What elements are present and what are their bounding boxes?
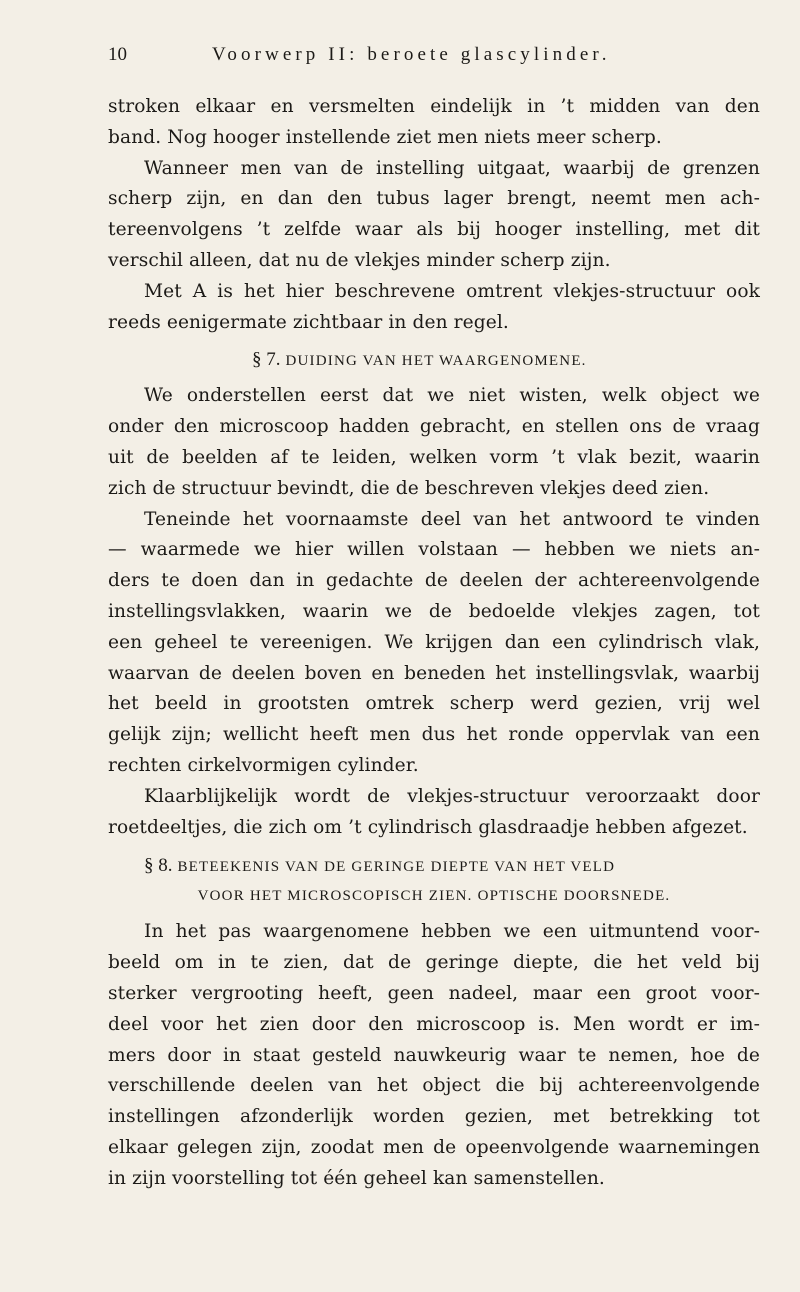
text-line: een geheel te vereenigen. We krijgen dan een cylindrisch vlak,: [108, 631, 760, 653]
section-title: DUIDING VAN HET WAARGENOMENE.: [285, 353, 587, 370]
paragraph: [108, 381, 760, 504]
text-line: Met A is het hier beschrevene omtrent vlekjes-structuur ook: [144, 280, 760, 302]
section-title-line-2: VOOR HET MICROSCOPISCH ZIEN. OPTISCHE DOORSNEDE.: [197, 888, 671, 905]
text-line: Wanneer men van de instelling uitgaat, waarbij de grenzen: [144, 157, 760, 179]
page-header: [108, 44, 760, 80]
text-line: ders te doen dan in gedachte de deelen der achtereenvolgende: [108, 570, 760, 592]
text-line: onder den microscoop hadden gebracht, en stellen ons de vraag: [108, 416, 760, 438]
running-head: Voorwerp II: beroete glascylinder.: [212, 44, 611, 65]
text-line: Teneinde het voornaamste deel van het antwoord te vinden: [144, 508, 760, 530]
paragraph: [108, 277, 760, 339]
text-line: sterker vergrooting heeft, geen nadeel, maar een groot voor-: [108, 982, 760, 1004]
section-number: § 7.: [252, 349, 281, 371]
text-line: verschil alleen, dat nu de vlekjes minder scherp zijn.: [108, 249, 611, 271]
text-line: waarvan de deelen boven en beneden het instellingsvlak, waarbij: [108, 662, 760, 684]
book-page: [108, 44, 760, 1195]
text-line: mers door in staat gesteld nauwkeurig waar te nemen, hoe de: [108, 1044, 760, 1066]
paragraph: [108, 505, 760, 782]
paragraph: [108, 917, 760, 1194]
text-line: beeld om in te zien, dat de geringe diepte, die het veld bij: [108, 952, 760, 974]
text-line: Klaarblijkelijk wordt de vlekjes-structuur veroorzaakt door: [144, 785, 760, 807]
section-heading: [108, 345, 760, 375]
text-line: In het pas waargenomene hebben we een uitmuntend voor-: [144, 921, 760, 943]
text-line: We onderstellen eerst dat we niet wisten, welk object we: [144, 385, 760, 407]
text-line: tereenvolgens ’t zelfde waar als bij hooger instelling, met dit: [108, 219, 760, 241]
text-line: uit de beelden af te leiden, welken vorm ’t vlak bezit, waarin: [108, 446, 760, 468]
text-line: band. Nog hooger instellende ziet men niets meer scherp.: [108, 126, 662, 148]
text-line: stroken elkaar en versmelten eindelijk in ’t midden van den: [108, 96, 760, 117]
text-line: in zijn voorstelling tot één geheel kan samenstellen.: [108, 1167, 605, 1189]
paragraph: [108, 154, 760, 277]
paragraph: [108, 782, 760, 844]
text-line: instellingsvlakken, waarin we de bedoelde vlekjes zagen, tot: [108, 600, 760, 622]
text-line: instellingen afzonderlijk worden gezien, met betrekking tot: [108, 1106, 760, 1128]
text-line: zich de structuur bevindt, die de beschreven vlekjes deed zien.: [108, 477, 710, 499]
text-line: gelijk zijn; wellicht heeft men dus het ronde oppervlak van een: [108, 724, 760, 746]
text-line: deel voor het zien door den microscoop is. Men wordt er im-: [108, 1013, 760, 1035]
section-heading: [108, 851, 760, 881]
text-line: rechten cirkelvormigen cylinder.: [108, 754, 419, 776]
text-line: verschillende deelen van het object die bij achtereenvolgende: [108, 1075, 760, 1097]
text-line: reeds eenigermate zichtbaar in den regel.: [108, 311, 509, 333]
body-text: [108, 92, 760, 1195]
text-line: — waarmede we hier willen volstaan — hebben we niets an-: [108, 539, 760, 561]
text-line: roetdeeltjes, die zich om ’t cylindrisch glasdraadje hebben afgezet.: [108, 816, 748, 838]
section-number: § 8.: [144, 855, 173, 877]
page-number: 10: [108, 44, 127, 65]
text-line: scherp zijn, en dan den tubus lager brengt, neemt men ach-: [108, 188, 760, 210]
paragraph: [108, 92, 760, 154]
section-title-line-1: BETEEKENIS VAN DE GERINGE DIEPTE VAN HET VELD: [177, 859, 616, 876]
text-line: elkaar gelegen zijn, zoodat men de opeenvolgende waarnemingen: [108, 1136, 760, 1158]
text-line: het beeld in grootsten omtrek scherp werd gezien, vrij wel: [108, 693, 760, 715]
